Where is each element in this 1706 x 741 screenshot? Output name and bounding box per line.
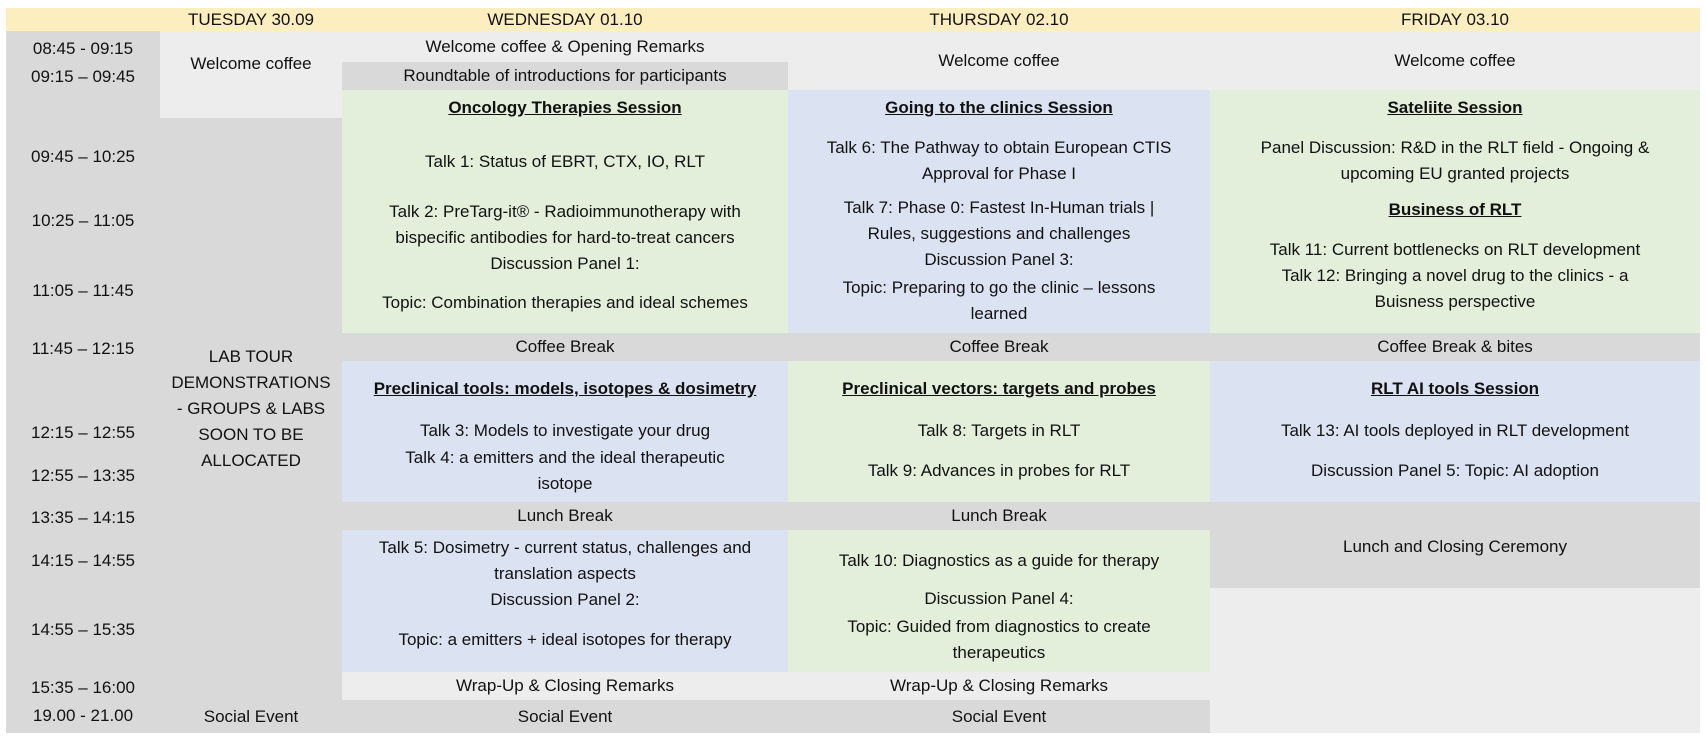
wednesday-wrap-up: Wrap-Up & Closing Remarks bbox=[342, 672, 788, 700]
panel-2-topic: Topic: a emitters + ideal isotopes for therapy bbox=[398, 630, 732, 649]
thursday-lunch-break: Lunch Break bbox=[788, 502, 1210, 530]
time-slot: 09:45 – 10:25 bbox=[31, 147, 135, 166]
business-title: Business of RLT bbox=[1388, 200, 1522, 219]
friday-welcome-coffee: Welcome coffee bbox=[1210, 31, 1700, 90]
tuesday-lab-tour bbox=[160, 118, 342, 700]
session-title: Preclinical vectors: targets and probes bbox=[842, 379, 1156, 398]
talk-13: Talk 13: AI tools deployed in RLT development bbox=[1280, 421, 1630, 440]
time-slot: 12:55 – 13:35 bbox=[31, 466, 135, 485]
panel-3-topic: Topic: Preparing to go the clinic – lessons learned bbox=[842, 278, 1156, 323]
wednesday-preclinical-tools-session bbox=[342, 361, 788, 502]
talk-12: Talk 12: Bringing a novel drug to the clinics - a Buisness perspective bbox=[1281, 266, 1629, 311]
tuesday-welcome-text: Welcome coffee bbox=[190, 53, 312, 73]
wednesday-dosimetry-block bbox=[342, 530, 788, 672]
wednesday-roundtable: Roundtable of introductions for participants bbox=[342, 62, 788, 90]
panel-4-topic: Topic: Guided from diagnostics to create therapeutics bbox=[847, 617, 1151, 662]
panel-discussion-rd: Panel Discussion: R&D in the RLT field - Ongoing & upcoming EU granted projects bbox=[1260, 138, 1650, 183]
session-title: Going to the clinics Session bbox=[885, 98, 1113, 117]
time-slot: 10:25 – 11:05 bbox=[31, 211, 135, 230]
time-slot: 11:45 – 12:15 bbox=[31, 339, 135, 358]
wednesday-coffee-break: Coffee Break bbox=[342, 333, 788, 361]
discussion-panel-2: Discussion Panel 2: bbox=[490, 590, 640, 609]
tuesday-welcome-coffee bbox=[160, 31, 342, 118]
talk-1: Talk 1: Status of EBRT, CTX, IO, RLT bbox=[425, 152, 705, 171]
session-title: RLT AI tools Session bbox=[1370, 379, 1540, 398]
thursday-preclinical-vectors-session bbox=[788, 361, 1210, 502]
session-title: Oncology Therapies Session bbox=[448, 98, 682, 117]
wednesday-oncology-session bbox=[342, 90, 788, 333]
thursday-clinics-session bbox=[788, 90, 1210, 333]
day-header-thursday: THURSDAY 02.10 bbox=[929, 9, 1069, 29]
tuesday-social-event: Social Event bbox=[160, 700, 342, 733]
day-header-friday: FRIDAY 03.10 bbox=[1400, 9, 1510, 29]
friday-lunch-closing: Lunch and Closing Ceremony bbox=[1210, 502, 1700, 588]
friday-empty-afternoon bbox=[1210, 588, 1700, 733]
wednesday-social-event: Social Event bbox=[342, 700, 788, 733]
talk-7: Talk 7: Phase 0: Fastest In-Human trials | Rules, suggestions and challenges bbox=[843, 198, 1155, 243]
session-title: Sateliite Session bbox=[1387, 98, 1523, 117]
thursday-welcome-coffee: Welcome coffee bbox=[788, 31, 1210, 90]
wednesday-opening: Welcome coffee & Opening Remarks bbox=[342, 31, 788, 62]
panel-1-topic: Topic: Combination therapies and ideal schemes bbox=[382, 293, 748, 312]
thursday-wrap-up: Wrap-Up & Closing Remarks bbox=[788, 672, 1210, 700]
time-slot: 09:15 – 09:45 bbox=[31, 67, 135, 86]
friday-coffee-break: Coffee Break & bites bbox=[1210, 333, 1700, 361]
friday-ai-tools-session bbox=[1210, 361, 1700, 502]
talk-11: Talk 11: Current bottlenecks on RLT development bbox=[1269, 240, 1641, 259]
discussion-panel-4: Discussion Panel 4: bbox=[924, 589, 1074, 608]
thursday-social-event: Social Event bbox=[788, 700, 1210, 733]
discussion-panel-3: Discussion Panel 3: bbox=[924, 250, 1074, 269]
session-title: Preclinical tools: models, isotopes & dosimetry bbox=[373, 379, 757, 398]
time-slot: 08:45 - 09:15 bbox=[32, 39, 134, 58]
talk-10: Talk 10: Diagnostics as a guide for therapy bbox=[838, 551, 1160, 570]
discussion-panel-5: Discussion Panel 5: Topic: AI adoption bbox=[1311, 461, 1599, 480]
talk-2: Talk 2: PreTarg-it® - Radioimmunotherapy with bispecific antibodies for hard-to-treat cancers bbox=[389, 202, 741, 247]
talk-3: Talk 3: Models to investigate your drug bbox=[419, 421, 711, 440]
time-slot: 12:15 – 12:55 bbox=[31, 423, 135, 442]
friday-satellite-session bbox=[1210, 90, 1700, 333]
talk-6: Talk 6: The Pathway to obtain European CTIS Approval for Phase I bbox=[826, 138, 1172, 183]
time-slot: 14:15 – 14:55 bbox=[31, 551, 135, 570]
talk-8: Talk 8: Targets in RLT bbox=[917, 421, 1081, 440]
discussion-panel-1: Discussion Panel 1: bbox=[490, 254, 640, 273]
talk-9: Talk 9: Advances in probes for RLT bbox=[867, 461, 1131, 480]
time-slot: 14:55 – 15:35 bbox=[31, 620, 135, 639]
time-slot: 11:05 – 11:45 bbox=[32, 281, 134, 300]
time-slot: 15:35 – 16:00 bbox=[31, 678, 135, 697]
lab-tour-text: LAB TOUR DEMONSTRATIONS - GROUPS & LABS SOON TO BE ALLOCATED bbox=[171, 347, 331, 470]
time-slot: 19.00 - 21.00 bbox=[32, 706, 134, 725]
day-header-tuesday: TUESDAY 30.09 bbox=[188, 9, 314, 29]
talk-4: Talk 4: a emitters and the ideal therapeutic isotope bbox=[405, 448, 725, 493]
wednesday-lunch-break: Lunch Break bbox=[342, 502, 788, 530]
talk-5: Talk 5: Dosimetry - current status, challenges and translation aspects bbox=[378, 538, 752, 583]
thursday-coffee-break: Coffee Break bbox=[788, 333, 1210, 361]
day-header-wednesday: WEDNESDAY 01.10 bbox=[487, 9, 643, 29]
thursday-diagnostics-block bbox=[788, 530, 1210, 672]
time-slot: 13:35 – 14:15 bbox=[31, 508, 135, 527]
